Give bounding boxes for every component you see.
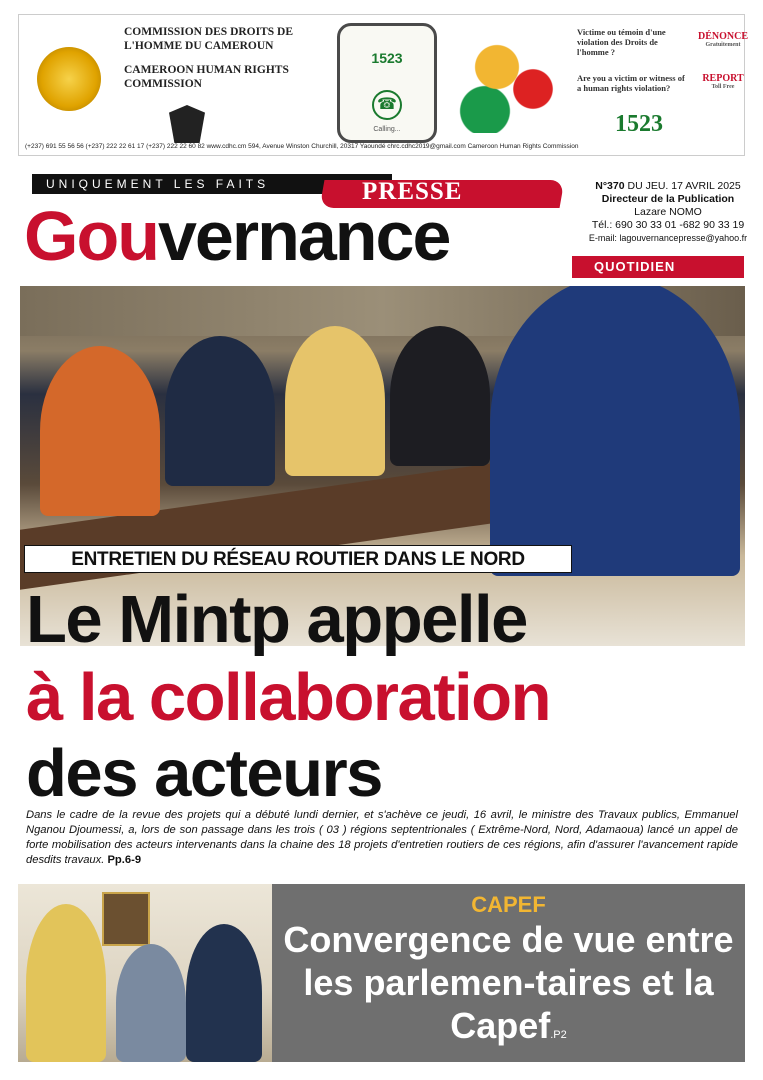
framed-portrait bbox=[102, 892, 150, 946]
photo-person bbox=[26, 904, 106, 1062]
phone-number: 1523 bbox=[371, 50, 403, 66]
issue-info bbox=[588, 180, 748, 245]
emblem-icon bbox=[169, 105, 205, 143]
title-line1: Le Mintp appelle bbox=[26, 582, 527, 657]
advert-banner[interactable] bbox=[18, 14, 748, 156]
ad-org-en: CAMEROON HUMAN RIGHTS COMMISSION bbox=[124, 64, 289, 90]
logo-black: vernance bbox=[157, 197, 450, 275]
issue-number: N°370 bbox=[595, 180, 625, 192]
phone-graphic bbox=[337, 23, 437, 143]
ad-footer: (+237) 691 55 56 56 (+237) 222 22 61 17 (+237) 222 22 60 82 www.cdhc.cm 594, Avenue Winston Churchill, 20317 Yaoundé chrc.cdhc2019@gmail.com Cameroon Human Rights Commission bbox=[25, 143, 579, 150]
photo-person bbox=[285, 326, 385, 476]
denonce-label: DÉNONCE bbox=[697, 31, 748, 42]
ad-big-number: 1523 bbox=[615, 111, 663, 137]
secondary-title-text: Convergence de vue entre les parlemen-taires et la Capef bbox=[283, 919, 734, 1046]
secondary-photo[interactable] bbox=[18, 884, 272, 1062]
masthead bbox=[22, 174, 577, 284]
frequency-badge: QUOTIDIEN bbox=[572, 256, 744, 278]
secondary-page: .P2 bbox=[550, 1029, 567, 1041]
title-line3: des acteurs bbox=[26, 736, 382, 811]
lead-pages[interactable]: Pp.6-9 bbox=[107, 854, 142, 866]
secondary-kicker: CAPEF bbox=[471, 892, 546, 917]
ad-denonce bbox=[693, 31, 753, 48]
photo-person bbox=[186, 924, 262, 1062]
photo-minister bbox=[490, 286, 740, 576]
photo-person bbox=[40, 346, 160, 516]
denonce-sub: Gratuitement bbox=[705, 42, 741, 48]
photo-person bbox=[390, 326, 490, 466]
director-label: Directeur de la Publication bbox=[601, 193, 735, 205]
tagline-bar: UNIQUEMENT LES FAITS bbox=[32, 174, 392, 194]
ad-org-fr: COMMISSION DES DROITS DE L'HOMME DU CAMEROUN bbox=[124, 26, 294, 52]
ad-illustration bbox=[449, 23, 569, 133]
kicker-text: ENTRETIEN DU RÉSEAU ROUTIER DANS LE NORD bbox=[71, 549, 525, 570]
main-kicker bbox=[24, 545, 572, 573]
title-line2: à la collaboration bbox=[26, 660, 551, 735]
lead-paragraph bbox=[26, 808, 738, 868]
phone-info: Tél.: 690 30 33 01 -682 90 33 19 bbox=[591, 219, 745, 231]
presse-label: PRESSE bbox=[362, 178, 463, 205]
secondary-story[interactable] bbox=[272, 884, 745, 1062]
ad-question-fr: Victime ou témoin d'une violation des Droits de l'homme ? bbox=[577, 27, 666, 57]
phone-call-icon: ☎ bbox=[372, 90, 402, 120]
report-label: REPORT bbox=[702, 73, 744, 84]
secondary-title bbox=[272, 918, 745, 1057]
email-info: E-mail: lagouvernancepresse@yahoo.fr bbox=[588, 233, 748, 243]
logo-red: Gou bbox=[24, 197, 158, 275]
newspaper-logo[interactable] bbox=[24, 194, 449, 278]
photo-person bbox=[165, 336, 275, 486]
issue-date: DU JEU. 17 AVRIL 2025 bbox=[624, 180, 741, 192]
commission-seal-icon bbox=[37, 47, 101, 111]
ad-report bbox=[693, 73, 753, 90]
calling-text: Calling... bbox=[373, 126, 401, 133]
photo-person bbox=[116, 944, 186, 1062]
director-name: Lazare NOMO bbox=[634, 206, 702, 218]
report-sub: Toll Free bbox=[711, 84, 735, 90]
ad-question-en: Are you a victim or witness of a human rights violation? bbox=[577, 73, 685, 93]
lead-text: Dans le cadre de la revue des projets qui a débuté lundi dernier, et s'achève ce jeudi, 16 avril, le ministre des Travaux publics, Emmanuel Nganou Djoumessi, a, lors de son passage dans les trois ( 03 ) régions septentrionales ( Extrême-Nord, Nord, Adamaoua) lancé un appel de forte mobilisation des acteurs intervenants dans la chaine des 18 projets d'entretien routiers de ces régions, afin d'assurer l'avancement rapide desdits travaux. bbox=[26, 809, 738, 866]
